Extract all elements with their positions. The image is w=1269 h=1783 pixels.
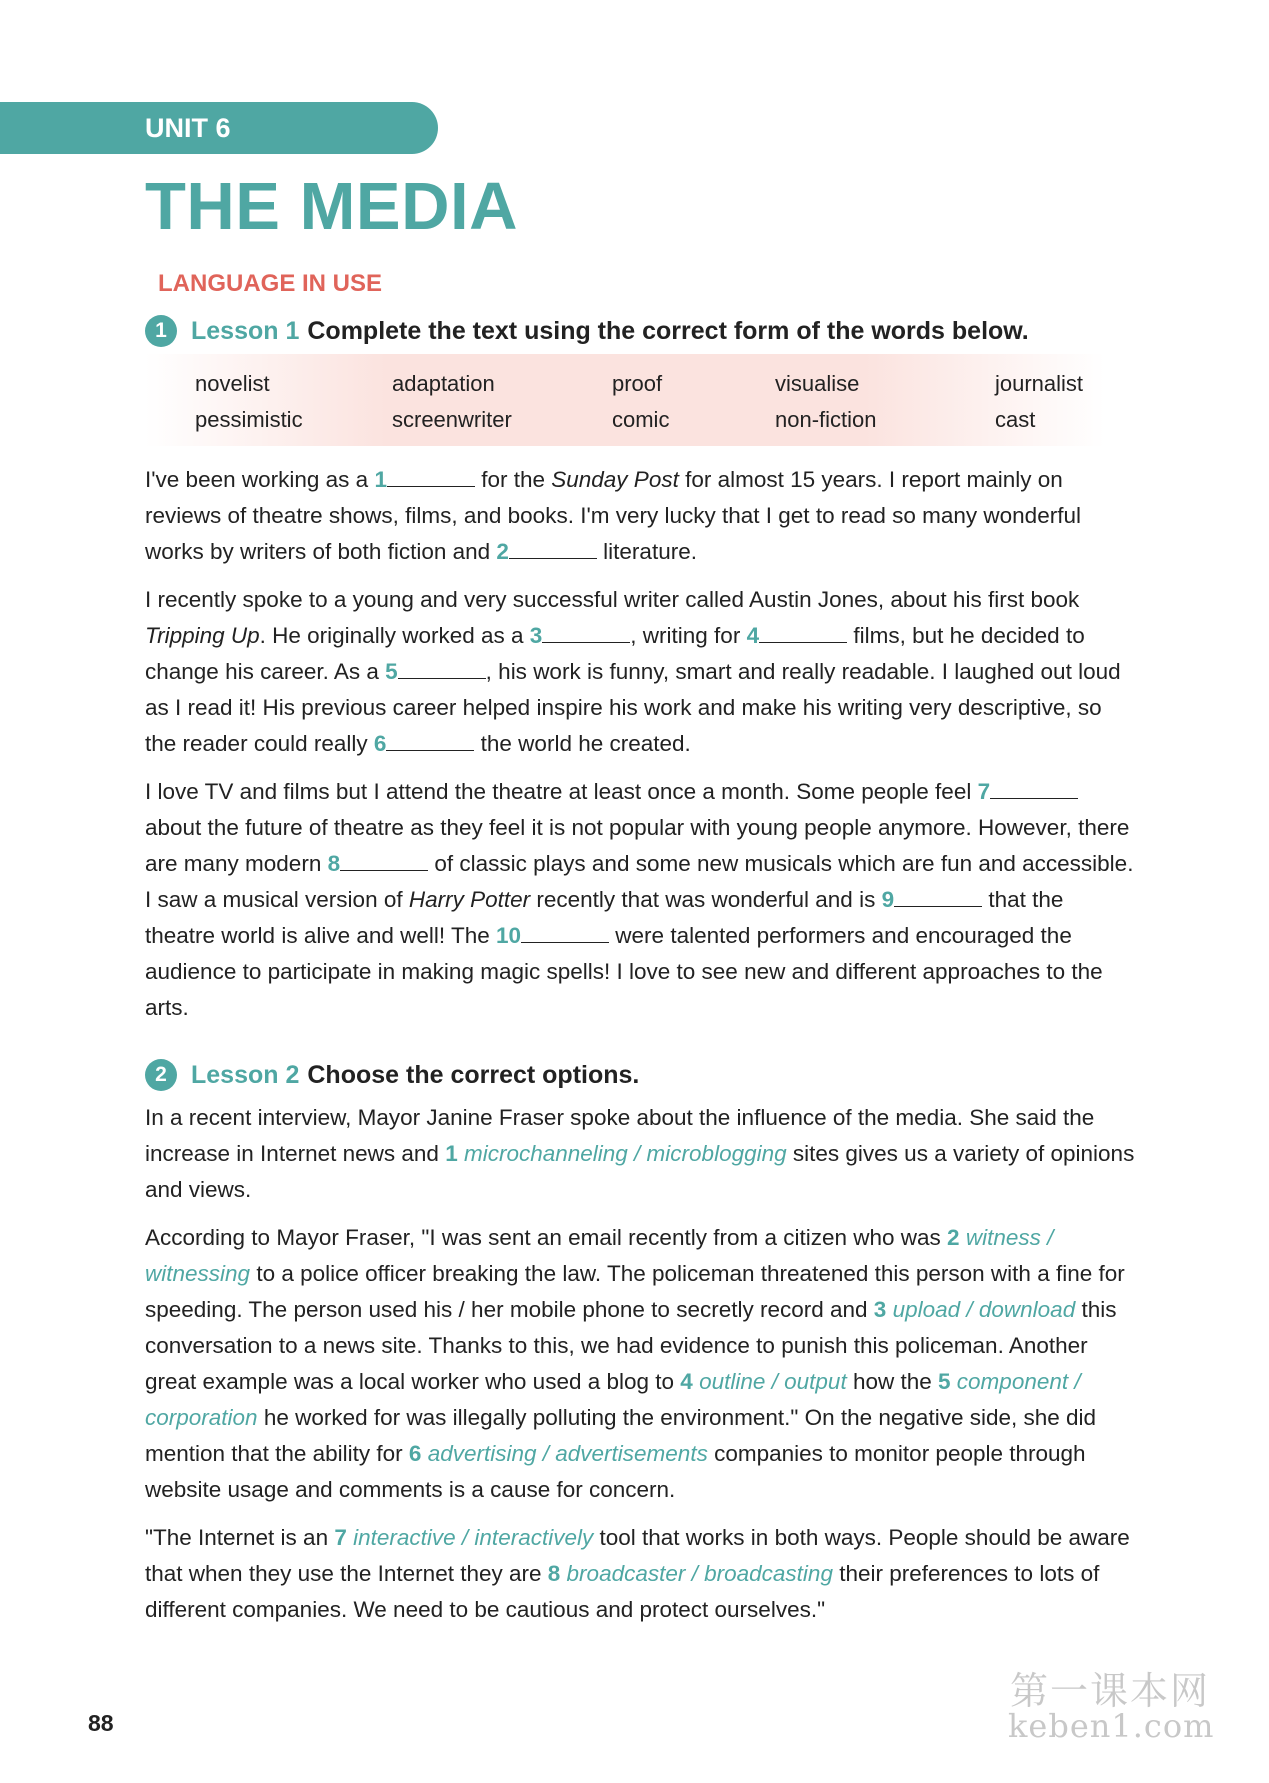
- option-choice[interactable]: advertising / advertisements: [427, 1441, 708, 1466]
- option-choice[interactable]: upload / download: [892, 1297, 1076, 1322]
- exercise-2-paragraph: "The Internet is an 7 interactive / interactively tool that works in both ways. People should be aware that when they use the Internet they are 8 broadcaster / broadcasting their preferences to lots of different companies. We need to be cautious and protect ourselves.": [145, 1525, 1130, 1622]
- answer-gap[interactable]: [542, 620, 630, 643]
- word-box: [145, 354, 1105, 446]
- gap-number: 3: [529, 623, 543, 648]
- exercise-number-badge: 1: [145, 315, 177, 347]
- option-number: 3: [873, 1297, 887, 1322]
- gap-number: 2: [496, 539, 509, 564]
- gap-number: 6: [373, 731, 387, 756]
- word-item: pessimistic: [195, 407, 303, 432]
- watermark-url: keben1.com: [1008, 1707, 1215, 1745]
- exercise-1-paragraph: I've been working as a 1 for the Sunday Post for almost 15 years. I report mainly on reviews of theatre shows, films, and books. I'm very lucky that I get to read so many wonderful works by writers of both fiction and 2 literature.: [145, 462, 1135, 570]
- option-number: 7: [334, 1525, 347, 1550]
- option-number: 5: [938, 1369, 951, 1394]
- word-item: visualise: [775, 371, 860, 396]
- option-number: 2: [947, 1225, 960, 1250]
- option-choice[interactable]: witness / witnessing: [145, 1225, 1054, 1286]
- option-choice[interactable]: component / corporation: [145, 1369, 1081, 1430]
- exercise-1-paragraph: I recently spoke to a young and very successful writer called Austin Jones, about his first book Tripping Up. He originally worked as a 3 , writing for 4 films, but he decided to change his career. As a 5 , his work is funny, smart and really readable. I laughed out loud as I read it! His previous career helped inspire his work and make his writing very descriptive, so the reader could really 6 the world he created.: [145, 587, 1121, 756]
- word-item: comic: [612, 407, 670, 432]
- option-number: 6: [408, 1441, 422, 1466]
- answer-gap[interactable]: [894, 884, 982, 907]
- lesson-label: Lesson 2: [191, 1060, 300, 1089]
- answer-gap[interactable]: [990, 776, 1078, 799]
- word-item: adaptation: [392, 371, 495, 396]
- answer-gap[interactable]: [387, 464, 475, 487]
- gap-number: 10: [496, 923, 522, 948]
- option-choice[interactable]: broadcaster / broadcasting: [566, 1561, 833, 1586]
- answer-gap[interactable]: [509, 536, 597, 559]
- word-item: screenwriter: [392, 407, 512, 432]
- answer-gap[interactable]: [521, 920, 609, 943]
- section-heading: LANGUAGE IN USE: [158, 270, 383, 297]
- exercise-instruction: Choose the correct options.: [307, 1060, 640, 1089]
- word-item: proof: [612, 371, 663, 396]
- gap-number: 4: [746, 623, 760, 648]
- answer-gap[interactable]: [340, 848, 428, 871]
- gap-number: 9: [881, 887, 895, 912]
- word-item: journalist: [995, 371, 1084, 396]
- option-choice[interactable]: interactive / interactively: [353, 1525, 594, 1550]
- exercise-2-paragraph: According to Mayor Fraser, "I was sent an email recently from a citizen who was 2 witness / witnessing to a police officer breaking the law. The policeman threatened this person with a fine for speeding. The person used his / her mobile phone to secretly record and 3 upload / download this conversation to a news site. Thanks to this, we had evidence to punish this policeman. Another great example was a local worker who used a blog to 4 outline / output how the 5 component / corporation he worked for was illegally polluting the environment." On the negative side, she did mention that the ability for 6 advertising / advertisements companies to monitor people through website usage and comments is a cause for concern.: [145, 1225, 1125, 1502]
- exercise-1-header: [145, 314, 1029, 348]
- word-item: cast: [995, 407, 1036, 432]
- lesson-label: Lesson 1: [191, 316, 300, 345]
- gap-number: 5: [385, 659, 398, 684]
- word-item: non-fiction: [775, 407, 877, 432]
- unit-banner: [0, 102, 438, 154]
- page-number: 88: [88, 1710, 114, 1736]
- exercise-1-paragraph: I love TV and films but I attend the theatre at least once a month. Some people feel 7 about the future of theatre as they feel it is not popular with young people anymore. However, there are many modern 8 of classic plays and some new musicals which are fun and accessible. I saw a musical version of Harry Potter recently that was wonderful and is 9 that the theatre world is alive and well! The 10 were talented performers and encouraged the audience to participate in making magic spells! I love to see new and different approaches to the arts.: [145, 774, 1135, 1026]
- answer-gap[interactable]: [398, 656, 486, 679]
- answer-gap[interactable]: [759, 620, 847, 643]
- exercise-2-paragraph: In a recent interview, Mayor Janine Fraser spoke about the influence of the media. She said the increase in Internet news and 1 microchanneling / microblogging sites gives us a variety of opinions and views.: [145, 1105, 1135, 1202]
- option-number: 8: [547, 1561, 561, 1586]
- exercise-number-badge: 2: [145, 1059, 177, 1091]
- word-item: novelist: [195, 371, 270, 396]
- unit-label: UNIT 6: [145, 113, 231, 143]
- option-choice[interactable]: outline / output: [699, 1369, 847, 1394]
- option-choice[interactable]: microchanneling / microblogging: [463, 1141, 787, 1166]
- answer-gap[interactable]: [386, 728, 474, 751]
- gap-number: 8: [327, 851, 341, 876]
- exercise-2-header: [145, 1058, 639, 1092]
- gap-number: 1: [374, 467, 387, 492]
- option-number: 1: [445, 1141, 458, 1166]
- page-title: THE MEDIA: [145, 169, 518, 244]
- gap-number: 7: [977, 779, 991, 804]
- watermark-text: 第一课本网: [1010, 1669, 1211, 1713]
- option-number: 4: [680, 1369, 693, 1394]
- exercise-instruction: Complete the text using the correct form of the words below.: [307, 316, 1029, 345]
